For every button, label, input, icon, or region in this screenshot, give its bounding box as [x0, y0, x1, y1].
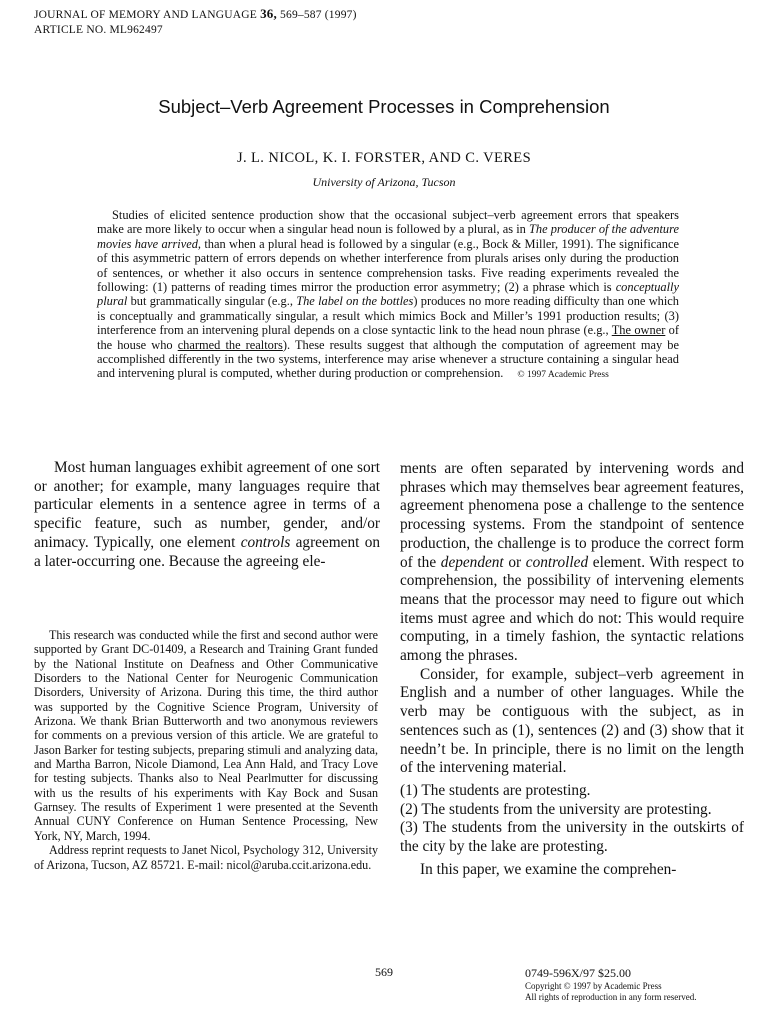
abstract-example-3a: The owner [611, 323, 666, 338]
journal-header [34, 6, 357, 38]
abstract-copyright: © 1997 Academic Press [517, 370, 609, 381]
page-number: 569 [375, 965, 393, 979]
article-number-line [34, 23, 357, 38]
paper-authors: J. L. NICOL, K. I. FORSTER, AND C. VERES [236, 150, 532, 166]
footnote-reprint-address: Address reprint requests to Janet Nicol, Psychology 312, University of Arizona, Tucson, AZ 85721. E-mail: nicol@aruba.ccit.arizona.edu. [34, 843, 378, 872]
body-paragraph: In this paper, we examine the comprehen- [420, 860, 677, 878]
publisher-footer [525, 966, 696, 1003]
body-paragraph: Most human languages exhibit agreement of one sort or another; for example, many languages require that particular elements in a sentence agree in terms of a specific feature, such as number, gender, and/or animacy. Typically, one element controls agreement on a later-occurring one. Because the agreeing ele- [34, 459, 380, 570]
publisher-copyright: Copyright © 1997 by Academic Press [525, 981, 662, 991]
abstract-term-1: conceptually plural [97, 280, 679, 309]
body-column-left [34, 459, 380, 571]
journal-citation [34, 6, 357, 23]
issn-price: 0749-596X/97 $25.00 [525, 966, 631, 980]
body-term-controls: controls [240, 533, 291, 551]
abstract-example-1: The producer of the adventure movies have arrived, [97, 222, 679, 251]
journal-pages: 569–587 (1997) [280, 9, 357, 21]
abstract-paragraph: Studies of elicited sentence production show that the occasional subject–verb agreement errors that speakers make are more likely to occur when a singular head noun is followed by a plural, as in The producer of the adventure movies have arrived, than when a plural head is followed by a singular (e.g., Bock & Miller, 1991). The significance of this asymmetric pattern of errors depends on whether interference from plurals arises only during the production of sentences, or whether it also occurs in sentence comprehension tasks. Five reading experiments revealed the following: (1) patterns of reading times mirror the production error asymmetry; (2) a phrase which is conceptually plural but grammatically singular (e.g., The label on the bottles) produces no more reading difficulty than one which is conceptually and grammatically singular, a result which mimics Bock and Miller’s 1991 production results; (3) interference from an intervening plural depends on a close syntactic link to the head noun phrase (e.g., The owner of the house who charmed the realtors). These results suggest that although the computation of agreement may be accomplished differently in the two systems, interference may arise whenever a structure containing a singular head and intervening plural is computed, whether during production or comprehension. © 1997 Academic Press [97, 208, 680, 381]
footnote [34, 628, 378, 872]
abstract-example-2: The label on the bottles [296, 294, 414, 309]
reproduction-rights: All rights of reproduction in any form reserved. [525, 992, 697, 1002]
abstract [97, 208, 679, 383]
author-affiliation: University of Arizona, Tucson [312, 175, 456, 189]
abstract-example-3c: charmed the realtors [177, 337, 283, 352]
article-label: ARTICLE NO. [34, 24, 107, 36]
body-column-right [400, 460, 744, 879]
body-term-dependent: dependent [440, 553, 504, 571]
journal-name: JOURNAL OF MEMORY AND LANGUAGE [34, 9, 258, 21]
example-sentence-3: (3) The students from the university in the outskirts of the city by the lake are protesting. [400, 819, 744, 856]
article-number: ML962497 [109, 24, 163, 36]
example-sentence-2: (2) The students from the university are protesting. [400, 800, 712, 818]
body-term-controlled: controlled [525, 553, 589, 571]
paper-title: Subject–Verb Agreement Processes in Comprehension [158, 96, 610, 117]
journal-volume: 36, [260, 6, 277, 21]
body-paragraph: ments are often separated by intervening words and phrases which may themselves bear agreement features, agreement phenomena pose a challenge to the sentence processing systems. From the standpoint of sentence production, the challenge is to produce the correct form of the dependent or controlled element. With respect to comprehension, the possibility of intervening elements means that the processor may need to figure out which items must agree and which do not: This would require computing, in a timely fashion, the syntactic relations among the phrases. [400, 460, 744, 665]
example-sentence-1: (1) The students are protesting. [400, 781, 591, 799]
footnote-acknowledgment: This research was conducted while the first and second author were supported by Grant DC-01409, a Research and Training Grant funded by the National Institute on Deafness and Other Communicative Disorders to the National Center for Neurogenic Communication Disorders, University of Arizona. During this time, the third author was supported by the Cognitive Science Program, University of Arizona. We thank Brian Butterworth and two anonymous reviewers for comments on a previous version of this article. We are grateful to Jason Barker for testing subjects, preparing stimuli and analyzing data, and Martha Barron, Nicole Diamond, Lea Ann Hald, and Tracy Love for testing subjects. Thanks also to Neal Pearlmutter for discussing with us the results of his experiments with Kay Bock and Susan Garnsey. The results of Experiment 1 were presented at the Seventh Annual CUNY Conference on Human Sentence Processing, New York, NY, March, 1994. [34, 628, 378, 843]
body-paragraph: Consider, for example, subject–verb agreement in English and a number of other languages. While the verb may be contiguous with the subject, as in sentences such as (1), sentences (2) and (3) show that it needn’t be. In principle, there is no limit on the length of the intervening material. [400, 665, 744, 777]
